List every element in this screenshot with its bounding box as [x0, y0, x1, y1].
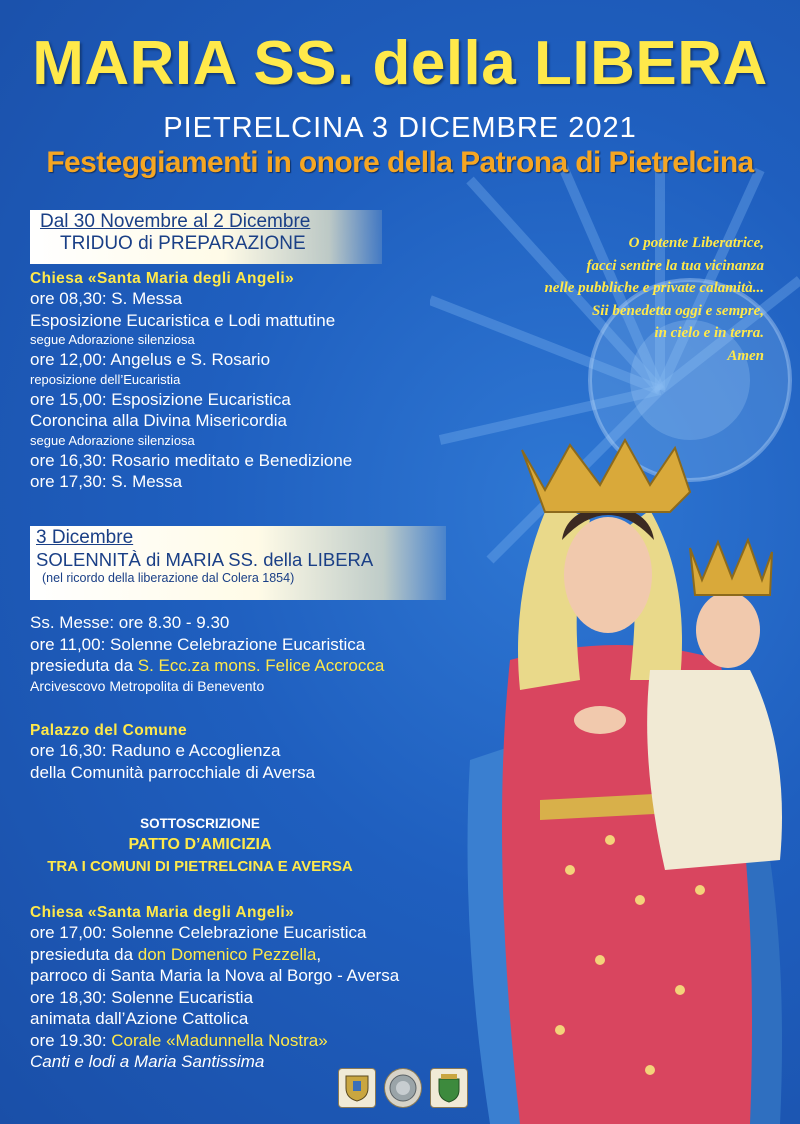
prayer-line: O potente Liberatrice, — [628, 235, 764, 251]
masses-line: Ss. Messe: ore 8.30 - 9.30 — [30, 613, 230, 632]
evening-section — [30, 904, 399, 1073]
logos-row — [338, 1068, 468, 1108]
prayer-line: facci sentire la tua vicinanza — [586, 257, 764, 274]
patto-line2: PATTO D’AMICIZIA — [128, 836, 272, 853]
solennita-date: 3 Dicembre — [36, 527, 134, 548]
event-date-subtitle: PIETRELCINA 3 DICEMBRE 2021 — [163, 112, 637, 144]
patto-section — [30, 814, 370, 878]
triduo-line: ore 15,00: Esposizione Eucaristica — [30, 389, 291, 409]
evening-line4: ore 18,30: Solenne Eucaristia — [30, 987, 254, 1007]
evening-line7: Canti e lodi a Maria Santissima — [30, 1052, 265, 1071]
solennita-label: SOLENNITÀ di MARIA SS. della LIBERA — [36, 549, 374, 570]
evening-church: Chiesa «Santa Maria degli Angeli» — [30, 904, 295, 921]
triduo-line: ore 16,30: Rosario meditato e Benedizione — [30, 450, 353, 470]
triduo-line: Coroncina alla Divina Misericordia — [30, 411, 287, 430]
solennita-schedule — [30, 612, 384, 695]
municipal-crest-logo — [430, 1068, 468, 1108]
comune-place: Palazzo del Comune — [30, 722, 188, 739]
presided-prefix: presieduta da — [30, 656, 138, 675]
presided-line — [30, 655, 384, 677]
evening-line2-prefix: presieduta da — [30, 944, 138, 964]
solennita-note: (nel ricordo della liberazione dal Colera 1854) — [42, 571, 295, 585]
patto-line3: TRA I COMUNI DI PIETRELCINA E AVERSA — [47, 858, 353, 875]
page-title: MARIA SS. della LIBERA — [32, 29, 768, 98]
evening-line2-name: don Domenico Pezzella — [137, 944, 317, 964]
evening-line6-prefix: ore 19.30: — [30, 1030, 112, 1050]
triduo-schedule — [30, 270, 352, 493]
presided-name: S. Ecc.za mons. Felice Accrocca — [137, 656, 385, 675]
prayer-line: nelle pubbliche e private calamità... — [544, 280, 764, 296]
evening-line3: parroco di Santa Maria la Nova al Borgo - Aversa — [30, 966, 400, 985]
evening-line1: ore 17,00: Solenne Celebrazione Eucaristica — [30, 923, 367, 942]
madonna-statue-image — [450, 430, 800, 1124]
evening-line2 — [30, 944, 399, 966]
prayer-line: in cielo e in terra. — [654, 325, 764, 341]
evening-line2-suffix: , — [316, 944, 322, 964]
seal-logo — [384, 1068, 422, 1108]
celebration-line: ore 11,00: Solenne Celebrazione Eucaristica — [30, 634, 366, 654]
comune-line2: della Comunità parrocchiale di Aversa — [30, 762, 316, 782]
prayer-line: Sii benedetta oggi e sempre, — [591, 302, 764, 319]
evening-line6-name: Corale «Madunnella Nostra» — [111, 1030, 328, 1050]
crest-logo — [338, 1068, 376, 1108]
prayer-line: Amen — [727, 347, 764, 364]
evening-line5: animata dall’Azione Cattolica — [30, 1009, 249, 1028]
triduo-line: ore 12,00: Angelus e S. Rosario — [30, 350, 271, 369]
solennita-banner — [30, 526, 446, 600]
comune-line1: ore 16,30: Raduno e Accoglienza — [30, 741, 281, 760]
presided-role: Arcivescovo Metropolita di Benevento — [30, 677, 265, 694]
triduo-line: reposizione dell’Eucaristia — [30, 371, 181, 387]
triduo-line: ore 17,30: S. Messa — [30, 472, 183, 491]
prayer-text — [434, 232, 764, 367]
triduo-lines — [30, 288, 352, 493]
triduo-line: segue Adorazione silenziosa — [30, 332, 195, 347]
evening-line6 — [30, 1030, 399, 1052]
triduo-church: Chiesa «Santa Maria degli Angeli» — [30, 270, 295, 287]
triduo-banner — [30, 210, 382, 264]
triduo-line: segue Adorazione silenziosa — [30, 432, 195, 448]
triduo-line: Esposizione Eucaristica e Lodi mattutine — [30, 310, 336, 330]
triduo-line: ore 08,30: S. Messa — [30, 289, 183, 308]
event-tagline: Festeggiamenti in onore della Patrona di Pietrelcina — [46, 146, 754, 179]
comune-section — [30, 722, 315, 783]
patto-line1: SOTTOSCRIZIONE — [140, 816, 260, 831]
triduo-label: TRIDUO di PREPARAZIONE — [60, 233, 306, 254]
triduo-dates: Dal 30 Novembre al 2 Dicembre — [40, 211, 311, 232]
